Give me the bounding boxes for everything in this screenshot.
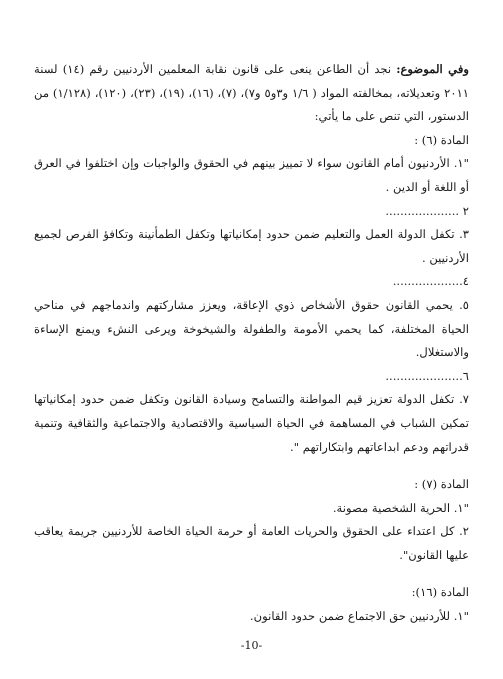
article-6-item-1: "١. الأردنيون أمام القانون سواء لا تمييز بينهم في الحقوق والواجبات وإن اختلفوا في العرق أو اللغة أو الدين . [34,156,469,194]
article-7-item-2: ٢. كل اعتداء على الحقوق والحريات العامة أو حرمة الحياة الخاصة للأردنيين جريمة يعاقب عليها القانون". [34,524,469,562]
intro-paragraph [34,58,469,129]
article-6-item-7: ٧. تكفل الدولة تعزيز قيم المواطنة والتسامح وسيادة القانون وتكفل ضمن حدود إمكانياتها تمكين الشباب في المساهمة في الحياة السياسية والاقتصادية والاجتماعية والثقافية وتنمية قدراتهم ودعم ابداعاتهم وابتكاراتهم ". [34,392,469,454]
article-6-item-4: ٤................... [392,274,469,289]
article-6-item-6: ٦..................... [385,368,469,383]
intro-text: نجد أن الطاعن ينعى على قانون نقابة المعلمين الأردنيين رقم (١٤) لسنة ٢٠١١ وتعديلاته، بمخالفته المواد ( ١/٦ و٣و٥ و٧)، (٧)، (١٦)، (١٩)، (٢٣)، (١٢٠)، (١/١٢٨) من الدستور، التي تنص على ما يأتي: [34,62,470,124]
article-6-item-5: ٥. يحمي القانون حقوق الأشخاص ذوي الإعاقة، ويعزز مشاركتهم واندماجهم في مناحي الحياة المختلفة، كما يحمي الأمومة والطفولة والشيخوخة ويرعى النشء ويمنع الإساءة والاستغلال. [34,297,469,360]
section-gap [34,567,469,581]
article-6-item-2: ٢ .................... [385,203,469,218]
article-7-heading: المادة (٧) : [414,477,469,492]
article-6-item-3: ٣. تكفل الدولة العمل والتعليم ضمن حدود إمكانياتها وتكفل الطمأنينة وتكافؤ الفرص لجميع الأردنيين . [34,227,469,265]
article-6-heading: المادة (٦) : [414,132,469,147]
article-7-item-1: "١. الحرية الشخصية مصونة. [332,500,469,515]
document-body [34,58,469,629]
page-number: -10- [240,639,263,652]
article-16-item-1: "١. للأردنيين حق الاجتماع ضمن حدود القانون. [249,609,469,624]
section-gap [34,459,469,473]
intro-label: وفي الموضوع: [396,62,469,76]
article-16-heading: المادة (١٦): [411,585,469,600]
